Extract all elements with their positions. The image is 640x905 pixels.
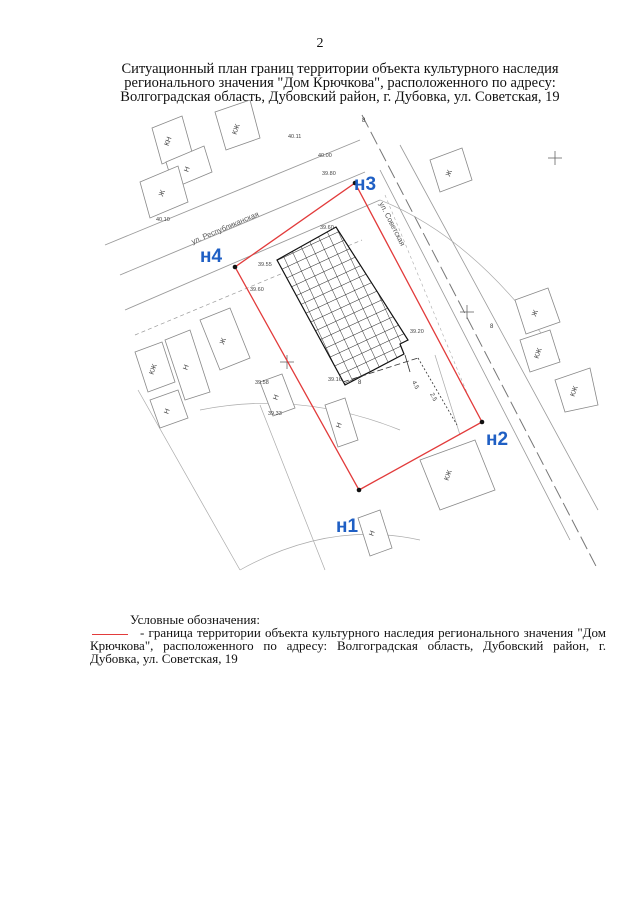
- label-kzh-left: КЖ: [148, 363, 159, 376]
- axis-mark-2: 8: [490, 324, 494, 330]
- label-n-top: Н: [183, 165, 192, 174]
- title-line-1: Ситуационный план границ территории объекта культурного наследия: [121, 61, 559, 77]
- axis-mark-1: 8: [362, 118, 366, 124]
- label-n-left1: Н: [182, 363, 191, 372]
- label-kzh-top: КЖ: [231, 123, 242, 136]
- point-label-n3: н3: [354, 174, 377, 195]
- label-kzh-right: КЖ: [533, 347, 544, 360]
- dim-label-2: 2.5: [428, 392, 438, 403]
- point-label-n2: н2: [486, 429, 509, 450]
- title-line-2: регионального значения "Дом Крючкова", расположенного по адресу:: [124, 75, 556, 91]
- elevation-11: 39.33: [268, 411, 282, 417]
- elevation-4: 40.10: [156, 217, 170, 223]
- boundary-point-n1: [357, 488, 362, 493]
- page-title: [90, 62, 590, 104]
- elevation-2: 40.00: [318, 153, 332, 159]
- legend-swatch-red-line: [92, 634, 128, 635]
- label-kzh-far-right: КЖ: [569, 385, 580, 398]
- label-zh-top: Ж: [158, 189, 167, 198]
- boundary-point-n2: [480, 420, 485, 425]
- heritage-building-dom-kryuchkova: [277, 227, 408, 385]
- label-kzh-bottom: КЖ: [443, 469, 454, 482]
- label-n-left3: Н: [272, 393, 281, 402]
- elevation-8: 39.20: [410, 329, 424, 335]
- label-zh-left: Ж: [219, 337, 228, 346]
- label-n-site: Н: [335, 421, 344, 430]
- elevation-1: 40.11: [288, 134, 302, 140]
- point-label-n1: н1: [336, 516, 359, 537]
- axis-mark-3: 8: [358, 380, 362, 386]
- page-number: 2: [316, 36, 324, 51]
- elevation-7: 39.60: [250, 287, 264, 293]
- legend-heading: Условные обозначения:: [130, 612, 261, 627]
- elevation-10: 39.58: [255, 380, 269, 386]
- boundary-point-n4: [233, 265, 238, 270]
- street-label-sovetskaya: ул. Советская: [377, 200, 408, 248]
- point-label-n4: н4: [200, 246, 223, 267]
- legend-item-boundary: [90, 626, 606, 665]
- elevation-6: 39.55: [258, 262, 272, 268]
- elevation-3: 39.80: [322, 171, 336, 177]
- label-kn: КН: [163, 135, 174, 147]
- label-n-left2: Н: [163, 407, 172, 416]
- elevation-5: 39.60: [320, 225, 334, 231]
- label-zh-right-mid: Ж: [531, 309, 540, 318]
- street-label-respublikanskaya: ул. Республиканская: [189, 209, 261, 246]
- situation-plan-map: [100, 100, 600, 580]
- elevation-9: 39.16: [328, 377, 342, 383]
- label-n-bottom: Н: [368, 529, 377, 538]
- label-zh-right-top: Ж: [445, 169, 454, 178]
- legend-text: - граница территории объекта культурного наследия регионального значения "Дом Крючкова", расположенного по адресу: Волгоградская область, Дубовский район, г. Дубовка, ул. Советская, 19: [90, 625, 606, 666]
- dim-label-1: 4.5: [410, 380, 420, 391]
- title-line-3: Волгоградская область, Дубовский район, г. Дубовка, ул. Советская, 19: [120, 89, 560, 105]
